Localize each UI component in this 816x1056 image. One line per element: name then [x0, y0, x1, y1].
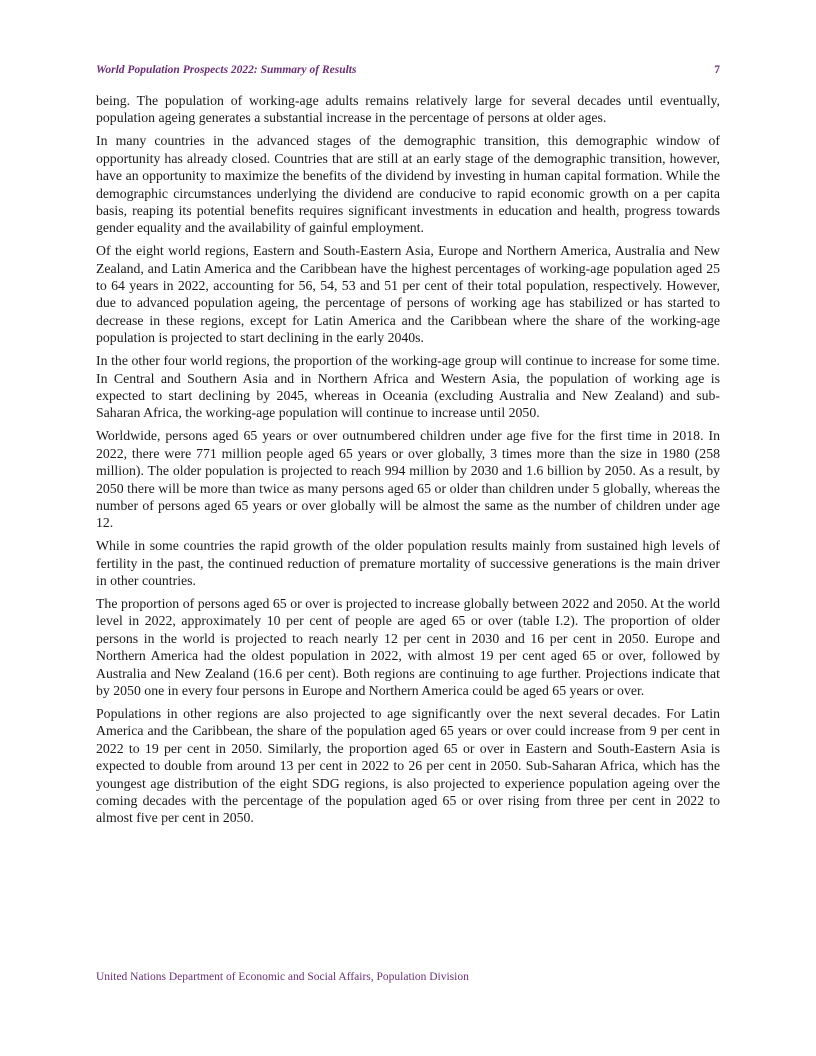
paragraph: The proportion of persons aged 65 or over is projected to increase globally between 2022 and 2050. At the world level in 2022, approximately 10 per cent of people are aged 65 or over (table I.2). The proportion of older persons in the world is projected to reach nearly 12 per cent in 2030 and 16 per cent in 2050. Europe and Northern America had the oldest population in 2022, with almost 19 per cent aged 65 or over, followed by Australia and New Zealand (16.6 per cent). Both regions are continuing to age further. Projections indicate that by 2050 one in every four persons in Europe and Northern America could be aged 65 years or over. [96, 595, 720, 698]
body-text [96, 92, 720, 832]
page-number: 7 [714, 64, 720, 76]
paragraph: Populations in other regions are also projected to age significantly over the next several decades. For Latin America and the Caribbean, the share of the population aged 65 years or over could increase from 9 per cent in 2022 to 19 per cent in 2050. Similarly, the proportion aged 65 or over in Eastern and South-Eastern Asia is expected to double from around 13 per cent in 2022 to 26 per cent in 2050. Sub-Saharan Africa, which has the youngest age distribution of the eight SDG regions, is also projected to experience population ageing over the coming decades with the percentage of the population aged 65 or over rising from three per cent in 2022 to almost five per cent in 2050. [96, 705, 720, 826]
paragraph: In many countries in the advanced stages of the demographic transition, this demographic window of opportunity has already closed. Countries that are still at an early stage of the demographic transition, however, have an opportunity to maximize the benefits of the dividend by investing in human capital formation. While the demographic circumstances underlying the dividend are conducive to rapid economic growth on a per capita basis, reaping its potential benefits requires significant investments in education and health, progress towards gender equality and the availability of gainful employment. [96, 133, 720, 236]
document-title: World Population Prospects 2022: Summary of Results [96, 64, 357, 76]
paragraph: In the other four world regions, the proportion of the working-age group will continue to increase for some time. In Central and Southern Asia and in Northern Africa and Western Asia, the population of working age is expected to start declining by 2045, whereas in Oceania (excluding Australia and New Zealand) and sub-Saharan Africa, the working-age population will continue to increase until 2050. [96, 353, 720, 421]
page-footer: United Nations Department of Economic and Social Affairs, Population Division [96, 971, 469, 983]
paragraph: Of the eight world regions, Eastern and South-Eastern Asia, Europe and Northern America, Australia and New Zealand, and Latin America and the Caribbean have the highest percentages of working-age population aged 25 to 64 years in 2022, accounting for 56, 54, 53 and 51 per cent of their total population, respectively. However, due to advanced population ageing, the percentage of persons of working age has stabilized or has started to decrease in these regions, except for Latin America and the Caribbean where the share of the working-age population is projected to start declining in the early 2040s. [96, 243, 720, 346]
running-header [96, 64, 720, 80]
paragraph: being. The population of working-age adults remains relatively large for several decades until eventually, population ageing generates a substantial increase in the percentage of persons at older ages. [96, 93, 720, 126]
paragraph: Worldwide, persons aged 65 years or over outnumbered children under age five for the first time in 2018. In 2022, there were 771 million people aged 65 years or over globally, 3 times more than the size in 1980 (258 million). The older population is projected to reach 994 million by 2030 and 1.6 billion by 2050. As a result, by 2050 there will be more than twice as many persons aged 65 or older than children under 5 globally, whereas the number of persons aged 65 years or over globally will be almost the same as the number of children under age 12. [96, 428, 720, 531]
paragraph: While in some countries the rapid growth of the older population results mainly from sustained high levels of fertility in the past, the continued reduction of premature mortality of successive generations is the main driver in other countries. [96, 538, 720, 589]
